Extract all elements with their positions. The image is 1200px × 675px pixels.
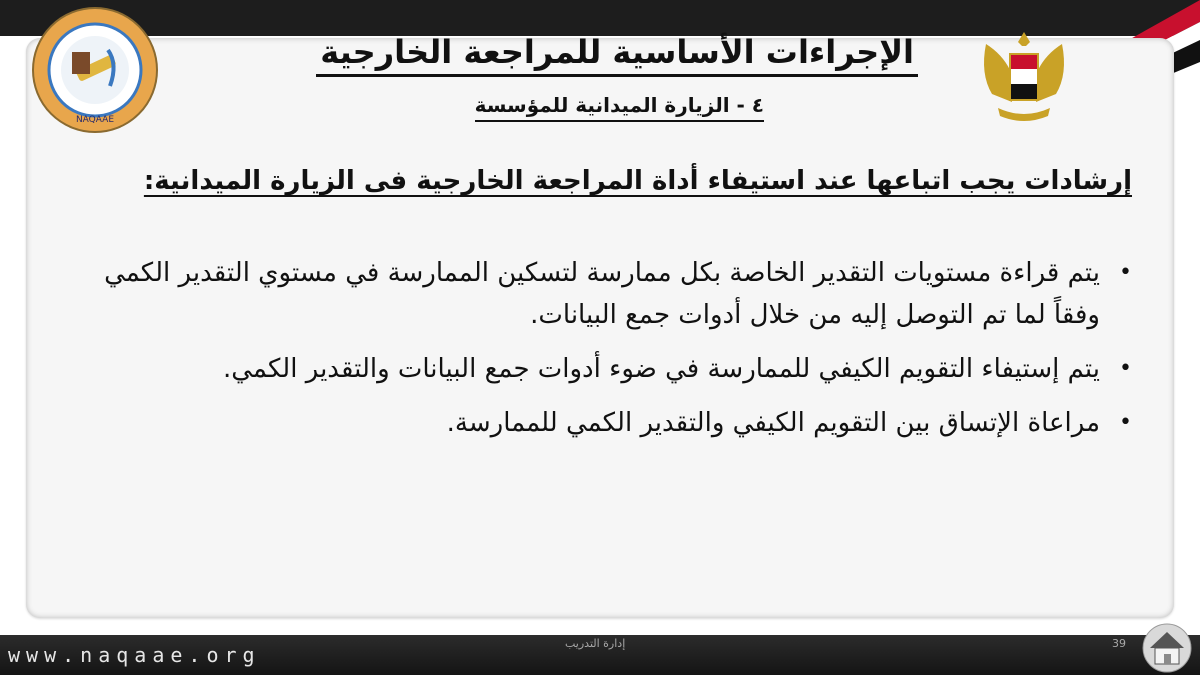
- page-subtitle: ٤ - الزيارة الميدانية للمؤسسة: [475, 90, 764, 122]
- home-icon[interactable]: [1136, 618, 1198, 674]
- list-item-text: يتم إستيفاء التقويم الكيفي للممارسة في ضوء أدوات جمع البيانات والتقدير الكمي.: [222, 354, 1100, 384]
- svg-text:NAQAAE: NAQAAE: [75, 115, 115, 125]
- list-item-text: يتم قراءة مستويات التقدير الخاصة بكل ممارسة لتسكين الممارسة في مستوي التقدير الكمي وفقاً لما تم التوصل إليه من خلال أدوات جمع البيانات.: [104, 258, 1100, 330]
- list-item-text: مراعاة الإتساق بين التقويم الكيفي والتقدير الكمي للممارسة.: [446, 408, 1100, 438]
- list-item: [72, 348, 1132, 390]
- egypt-eagle-emblem-icon: [972, 24, 1076, 128]
- list-item: [72, 402, 1132, 444]
- slide-page-number: 39: [1112, 637, 1126, 650]
- footer-website-link[interactable]: www.naqaae.org: [8, 643, 261, 667]
- bullet-icon: •: [1119, 260, 1132, 285]
- bullet-icon: •: [1119, 356, 1132, 381]
- guidelines-list: [72, 252, 1132, 456]
- footer-department-label: إدارة التدريب: [565, 637, 626, 650]
- page-title: الإجراءات الأساسية للمراجعة الخارجية: [316, 30, 918, 77]
- naqaae-logo-icon: [18, 4, 172, 136]
- bullet-icon: •: [1119, 410, 1132, 435]
- list-item: [72, 252, 1132, 336]
- guidelines-heading: إرشادات يجب اتباعها عند استيفاء أداة المراجعة الخارجية فى الزيارة الميدانية:: [143, 166, 1132, 196]
